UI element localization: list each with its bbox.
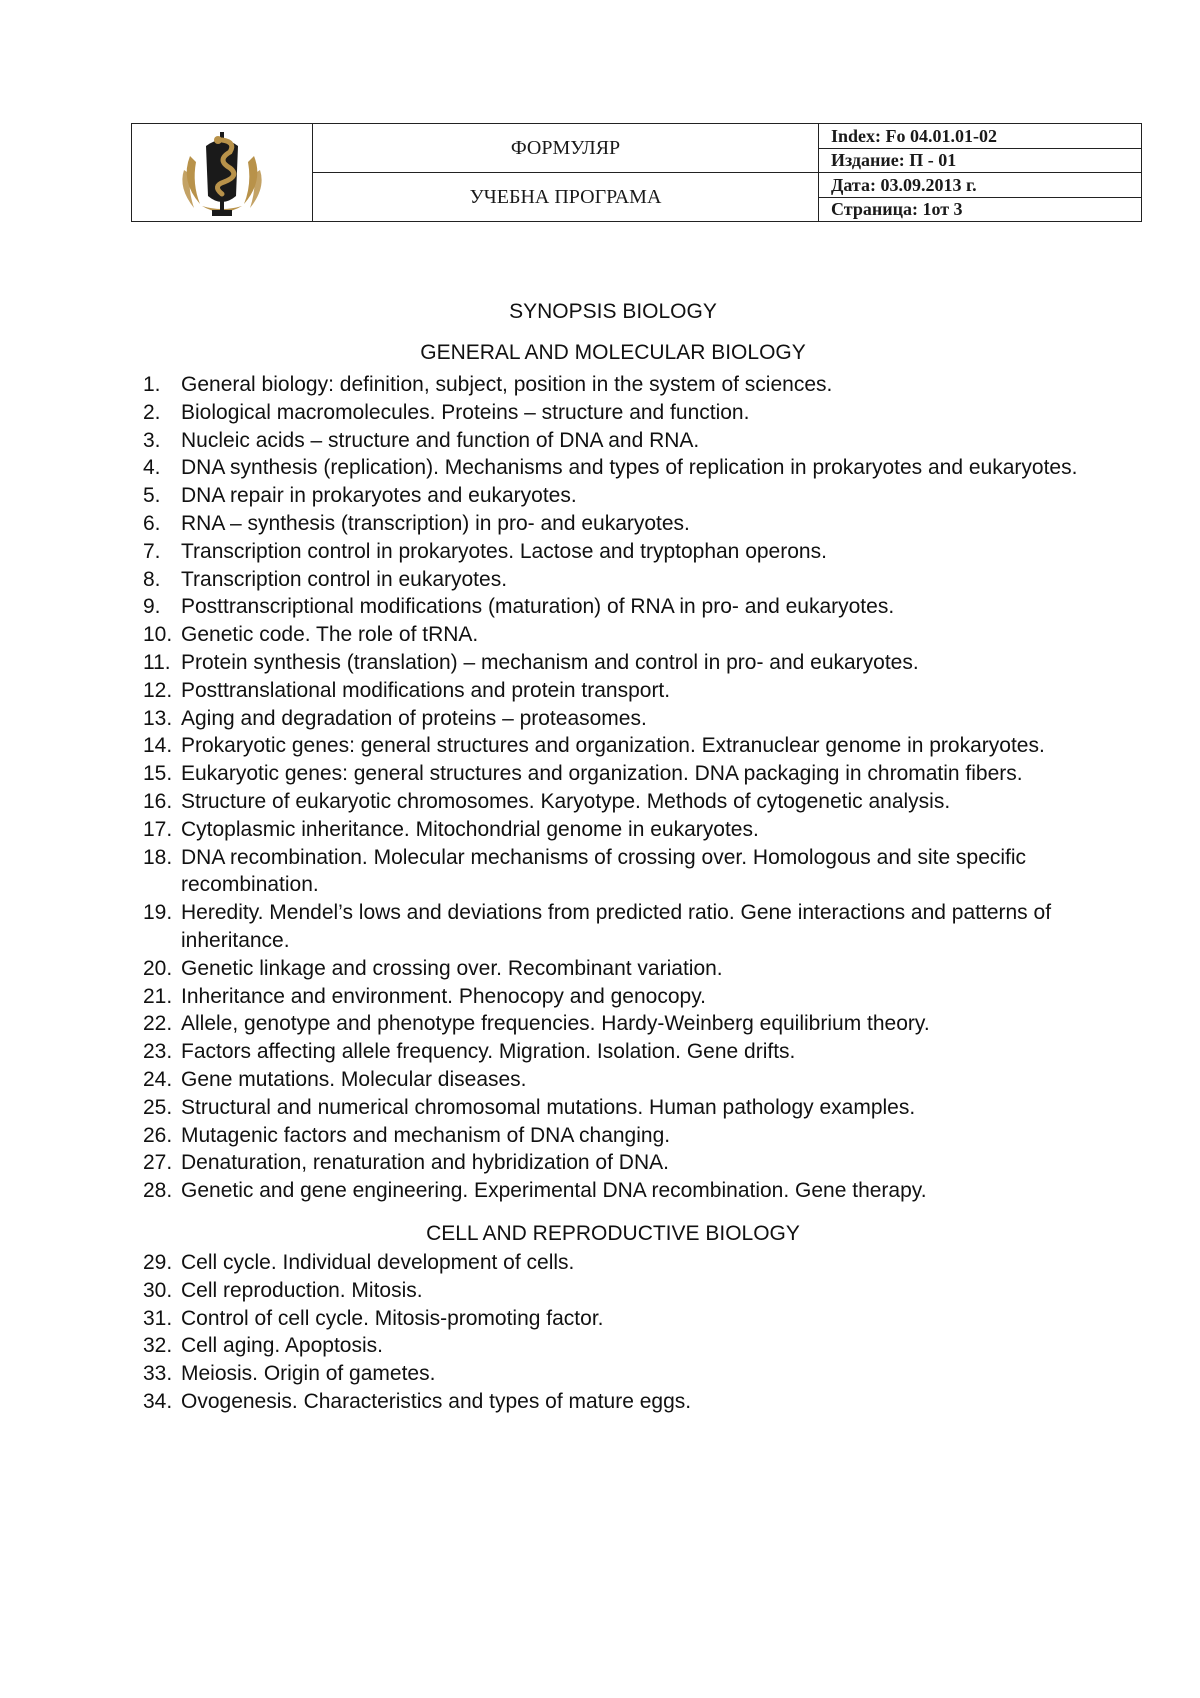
item-text: Heredity. Mendel’s lows and deviations from predicted ratio. Gene interactions and patterns of inheritance. xyxy=(181,901,1052,952)
item-number: 12. xyxy=(143,678,173,702)
item-number: 14. xyxy=(143,734,173,758)
section-heading-molecular: GENERAL AND MOLECULAR BIOLOGY xyxy=(420,341,806,364)
list-item xyxy=(143,1360,1083,1388)
item-text: Allele, genotype and phenotype frequencies. Hardy-Weinberg equilibrium theory. xyxy=(181,1012,930,1036)
university-emblem-logo xyxy=(172,126,272,220)
list-item xyxy=(143,1388,1083,1416)
list-item xyxy=(143,566,1083,594)
item-number: 29. xyxy=(143,1250,173,1274)
list-item xyxy=(143,427,1083,455)
logo-cell xyxy=(132,124,313,222)
document-body xyxy=(143,298,1083,1416)
item-text: Denaturation, renaturation and hybridization of DNA. xyxy=(181,1151,669,1175)
list-item xyxy=(143,1149,1083,1177)
item-number: 18. xyxy=(143,845,173,869)
item-text: Transcription control in prokaryotes. Lactose and tryptophan operons. xyxy=(181,539,827,563)
item-number: 26. xyxy=(143,1123,173,1147)
item-text: Genetic code. The role of tRNA. xyxy=(181,623,479,647)
list-item xyxy=(143,482,1083,510)
item-text: Control of cell cycle. Mitosis-promoting factor. xyxy=(181,1306,604,1330)
list-item xyxy=(143,621,1083,649)
item-text: Eukaryotic genes: general structures and organization. DNA packaging in chromatin fibers. xyxy=(181,762,1023,786)
list-item xyxy=(143,677,1083,705)
list-item xyxy=(143,899,1083,955)
list-item xyxy=(143,1010,1083,1038)
item-number: 2. xyxy=(143,400,161,424)
item-number: 20. xyxy=(143,956,173,980)
item-number: 1. xyxy=(143,373,161,396)
item-text: Posttranslational modifications and protein transport. xyxy=(181,678,671,702)
item-text: General biology: definition, subject, position in the system of sciences. xyxy=(181,373,833,396)
list-item xyxy=(143,538,1083,566)
item-text: Factors affecting allele frequency. Migration. Isolation. Gene drifts. xyxy=(181,1040,796,1064)
item-text: Gene mutations. Molecular diseases. xyxy=(181,1067,527,1091)
list-item xyxy=(143,732,1083,760)
item-number: 5. xyxy=(143,484,161,508)
list-item xyxy=(143,1305,1083,1333)
list-item xyxy=(143,371,1083,399)
item-text: Cell reproduction. Mitosis. xyxy=(181,1278,423,1302)
list-item xyxy=(143,955,1083,983)
form-label: ФОРМУЛЯР xyxy=(510,136,621,159)
item-text: DNA repair in prokaryotes and eukaryotes. xyxy=(181,484,577,508)
item-number: 8. xyxy=(143,567,161,591)
item-text: Biological macromolecules. Proteins – structure and function. xyxy=(181,400,750,424)
item-text: DNA synthesis (replication). Mechanisms and types of replication in prokaryotes and eukaryotes. xyxy=(181,456,1078,480)
page-value: Страница: 1от 3 xyxy=(831,199,963,220)
item-text: Meiosis. Origin of gametes. xyxy=(181,1362,436,1386)
item-number: 28. xyxy=(143,1179,173,1203)
item-number: 25. xyxy=(143,1095,173,1119)
list-item xyxy=(143,454,1083,482)
form-header-table xyxy=(131,123,1142,222)
topic-list-molecular xyxy=(143,371,1083,1205)
item-number: 23. xyxy=(143,1040,173,1064)
item-text: Protein synthesis (translation) – mechanism and control in pro- and eukaryotes. xyxy=(181,650,919,674)
list-item xyxy=(143,760,1083,788)
item-text: Inheritance and environment. Phenocopy and genocopy. xyxy=(181,984,706,1008)
program-label: УЧЕБНА ПРОГРАМА xyxy=(469,185,662,208)
item-number: 3. xyxy=(143,428,161,452)
edition-value: Издание: П - 01 xyxy=(831,150,957,171)
item-number: 19. xyxy=(143,901,173,925)
list-item xyxy=(143,399,1083,427)
item-text: Structure of eukaryotic chromosomes. Karyotype. Methods of cytogenetic analysis. xyxy=(181,789,951,813)
topic-list-cell xyxy=(143,1249,1083,1416)
item-number: 34. xyxy=(143,1389,173,1413)
item-number: 16. xyxy=(143,789,173,813)
list-item xyxy=(143,1094,1083,1122)
item-number: 10. xyxy=(143,623,173,647)
page-cell xyxy=(819,197,1142,222)
list-item xyxy=(143,788,1083,816)
item-number: 24. xyxy=(143,1067,173,1091)
program-label-cell xyxy=(313,173,819,222)
item-number: 33. xyxy=(143,1362,173,1386)
item-number: 31. xyxy=(143,1306,173,1330)
item-number: 32. xyxy=(143,1334,173,1358)
form-label-cell xyxy=(313,124,819,173)
item-number: 27. xyxy=(143,1151,173,1175)
item-number: 21. xyxy=(143,984,173,1008)
edition-cell xyxy=(819,148,1142,173)
list-item xyxy=(143,983,1083,1011)
item-text: Posttranscriptional modifications (maturation) of RNA in pro- and eukaryotes. xyxy=(181,595,895,619)
item-number: 6. xyxy=(143,511,161,535)
item-number: 22. xyxy=(143,1012,173,1036)
item-text: Genetic linkage and crossing over. Recombinant variation. xyxy=(181,956,723,980)
item-text: Structural and numerical chromosomal mutations. Human pathology examples. xyxy=(181,1095,916,1119)
list-item xyxy=(143,844,1083,900)
list-item xyxy=(143,1122,1083,1150)
list-item xyxy=(143,816,1083,844)
item-number: 15. xyxy=(143,762,173,786)
list-item xyxy=(143,1038,1083,1066)
item-text: RNA – synthesis (transcription) in pro- and eukaryotes. xyxy=(181,511,690,535)
item-number: 30. xyxy=(143,1278,173,1302)
date-value: Дата: 03.09.2013 г. xyxy=(831,174,977,195)
list-item xyxy=(143,510,1083,538)
item-text: Cytoplasmic inheritance. Mitochondrial genome in eukaryotes. xyxy=(181,817,759,841)
item-text: Nucleic acids – structure and function of DNA and RNA. xyxy=(181,428,700,452)
item-number: 9. xyxy=(143,595,161,619)
item-text: Ovogenesis. Characteristics and types of mature eggs. xyxy=(181,1389,692,1413)
item-number: 4. xyxy=(143,456,161,480)
item-number: 11. xyxy=(143,650,171,674)
item-number: 13. xyxy=(143,706,173,730)
date-cell xyxy=(819,173,1142,198)
list-item xyxy=(143,1177,1083,1205)
item-number: 7. xyxy=(143,539,161,563)
list-item xyxy=(143,1277,1083,1305)
list-item xyxy=(143,1332,1083,1360)
item-text: Genetic and gene engineering. Experimental DNA recombination. Gene therapy. xyxy=(181,1179,927,1203)
section-heading-cell: CELL AND REPRODUCTIVE BIOLOGY xyxy=(426,1221,800,1245)
item-text: Transcription control in eukaryotes. xyxy=(181,567,508,591)
item-text: Cell aging. Apoptosis. xyxy=(181,1334,383,1358)
index-value: Index: Fo 04.01.01-02 xyxy=(831,125,997,146)
item-text: Mutagenic factors and mechanism of DNA changing. xyxy=(181,1123,671,1147)
item-text: DNA recombination. Molecular mechanisms of crossing over. Homologous and site specific recombination. xyxy=(181,845,1027,897)
item-text: Prokaryotic genes: general structures and organization. Extranuclear genome in prokaryotes. xyxy=(181,734,1045,758)
index-cell xyxy=(819,124,1142,149)
document-title: SYNOPSIS BIOLOGY xyxy=(509,300,717,323)
list-item xyxy=(143,1066,1083,1094)
list-item xyxy=(143,705,1083,733)
list-item xyxy=(143,593,1083,621)
list-item xyxy=(143,1249,1083,1277)
item-text: Cell cycle. Individual development of cells. xyxy=(181,1250,575,1274)
list-item xyxy=(143,649,1083,677)
item-number: 17. xyxy=(143,817,173,841)
item-text: Aging and degradation of proteins – proteasomes. xyxy=(181,706,647,730)
